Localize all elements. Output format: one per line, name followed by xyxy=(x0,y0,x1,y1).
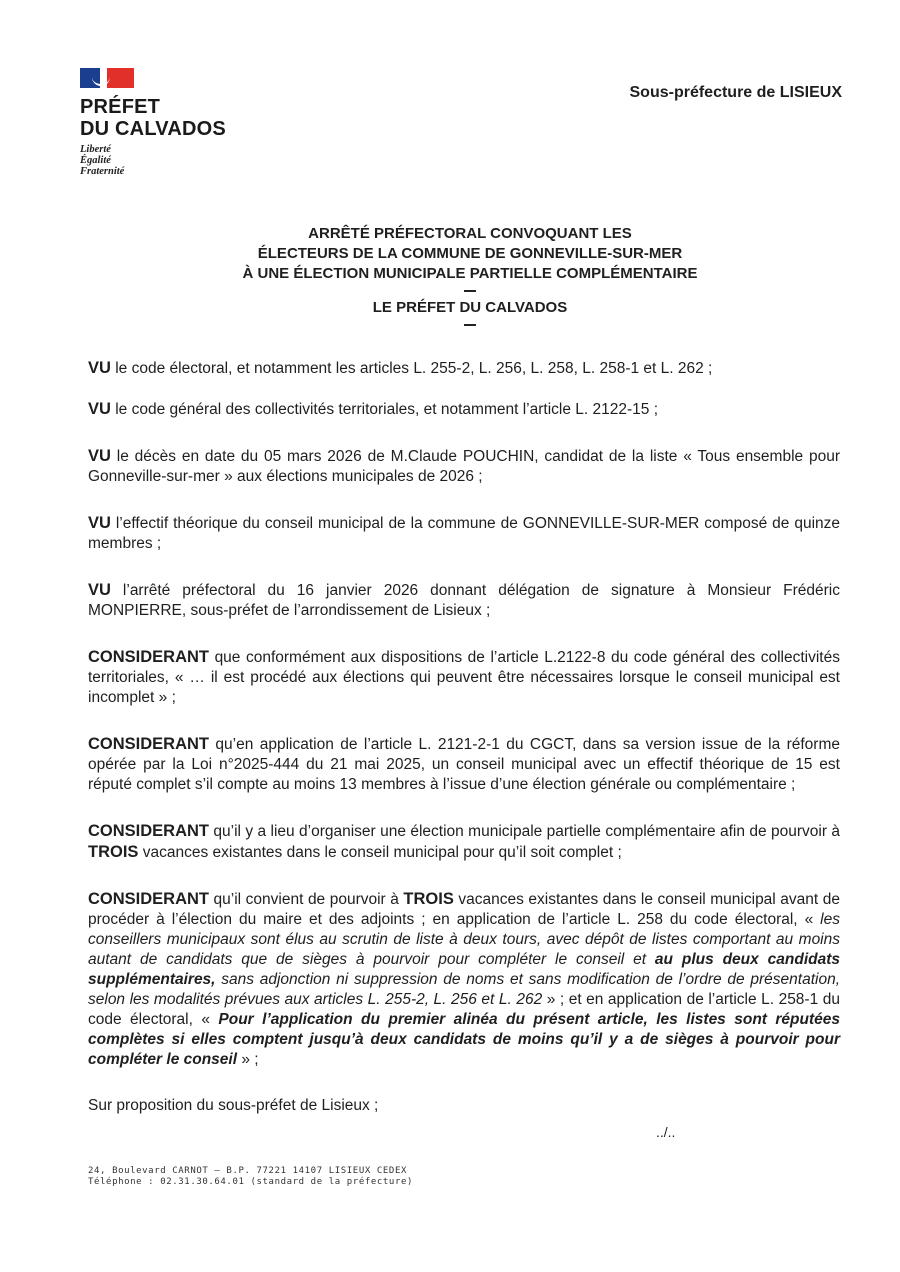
motto-egalite: Égalité xyxy=(80,155,111,166)
motto-fraternite: Fraternité xyxy=(80,166,125,177)
logo-prefet: PRÉFET xyxy=(80,96,161,118)
heading-dash xyxy=(464,324,476,326)
considerant-incomplete: CONSIDERANT que conformément aux dispositions de l’article L.2122-8 du code général des collectivités territoriales, « … il est procédé aux élections qui peuvent être nécessaires lorsque le conseil municipal est incomplet » ; xyxy=(88,648,840,706)
prefecture-logo xyxy=(80,68,226,177)
considerant-complete-rule: CONSIDERANT qu’en application de l’article L. 2121-2-1 du CGCT, dans sa version issue de la réforme opérée par la Loi n°2025-444 du 21 mai 2025, un conseil municipal avec un effectif théorique de 15 est réputé complet s’il compte au moins 13 membres à l’issue d’une élection générale ou complémentaire ; xyxy=(88,735,840,793)
title-dash xyxy=(464,290,476,292)
visa-electoral-code: VU le code électoral, et notamment les articles L. 255-2, L. 256, L. 258, L. 258-1 et L. 262 ; xyxy=(88,359,713,377)
considerant-election: CONSIDERANT qu’il y a lieu d’organiser une élection municipale partielle complémentaire afin de pourvoir à TROIS vacances existantes dans le conseil municipal pour qu’il soit complet ; xyxy=(88,822,840,861)
proposal: Sur proposition du sous-préfet de Lisieux ; xyxy=(88,1097,379,1114)
subprefecture-name: Sous-préfecture de LISIEUX xyxy=(629,84,842,101)
decree-body xyxy=(88,358,840,1136)
republic-motto xyxy=(80,144,226,177)
considerant-lists: CONSIDERANT qu’il convient de pourvoir à TROIS vacances existantes dans le conseil municipal avant de procéder à l’élection du maire et des adjoints ; en application de l’article L. 258 du code électoral, « les conseillers municipaux sont élus au scrutin de liste à deux tours, avec dépôt de listes comportant au moins autant de candidats que de sièges à pourvoir pour compléter le conseil et au plus deux candidats supplémentaires, sans adjonction ni suppression de noms et sans modification de l’ordre de présentation, selon les modalités prévues aux articles L. 255-2, L. 256 et L. 262 » ; et en application de l’article L. 258-1 du code électoral, « Pour l’application du premier alinéa du présent article, les listes sont réputées complètes si elles comptent jusqu’à deux candidats de moins qu’il y a de sièges à pourvoir pour compléter le conseil » ; xyxy=(88,890,840,1068)
continued-mark: ../.. xyxy=(656,1124,676,1140)
decree-title xyxy=(150,224,790,332)
visa-cgct: VU le code général des collectivités territoriales, et notamment l’article L. 2122-15 ; xyxy=(88,400,659,418)
visa-delegation: VU l’arrêté préfectoral du 16 janvier 2026 donnant délégation de signature à Monsieur Frédéric MONPIERRE, sous-préfet de l’arrondissement de Lisieux ; xyxy=(88,581,840,619)
address-line: 24, Boulevard CARNOT – B.P. 77221 14107 LISIEUX CEDEX xyxy=(88,1166,407,1176)
title-line-3: À UNE ÉLECTION MUNICIPALE PARTIELLE COMPLÉMENTAIRE xyxy=(242,265,698,282)
visa-death: VU le décès en date du 05 mars 2026 de M.Claude POUCHIN, candidat de la liste « Tous ensemble pour Gonneville-sur-mer » aux élections municipales de 2026 ; xyxy=(88,447,840,485)
logo-calvados: DU CALVADOS xyxy=(80,118,226,140)
title-line-1: ARRÊTÉ PRÉFECTORAL CONVOQUANT LES xyxy=(308,225,632,242)
phone-line: Téléphone : 02.31.30.64.01 (standard de la préfecture) xyxy=(88,1177,413,1187)
prefet-heading: LE PRÉFET DU CALVADOS xyxy=(372,299,568,316)
title-line-2: ÉLECTEURS DE LA COMMUNE DE GONNEVILLE-SUR-MER xyxy=(257,245,683,262)
visa-council-size: VU l’effectif théorique du conseil municipal de la commune de GONNEVILLE-SUR-MER composé de quinze membres ; xyxy=(88,514,840,552)
footer-address xyxy=(88,1166,413,1188)
motto-liberte: Liberté xyxy=(80,144,111,155)
marianne-flag-icon xyxy=(80,68,134,88)
